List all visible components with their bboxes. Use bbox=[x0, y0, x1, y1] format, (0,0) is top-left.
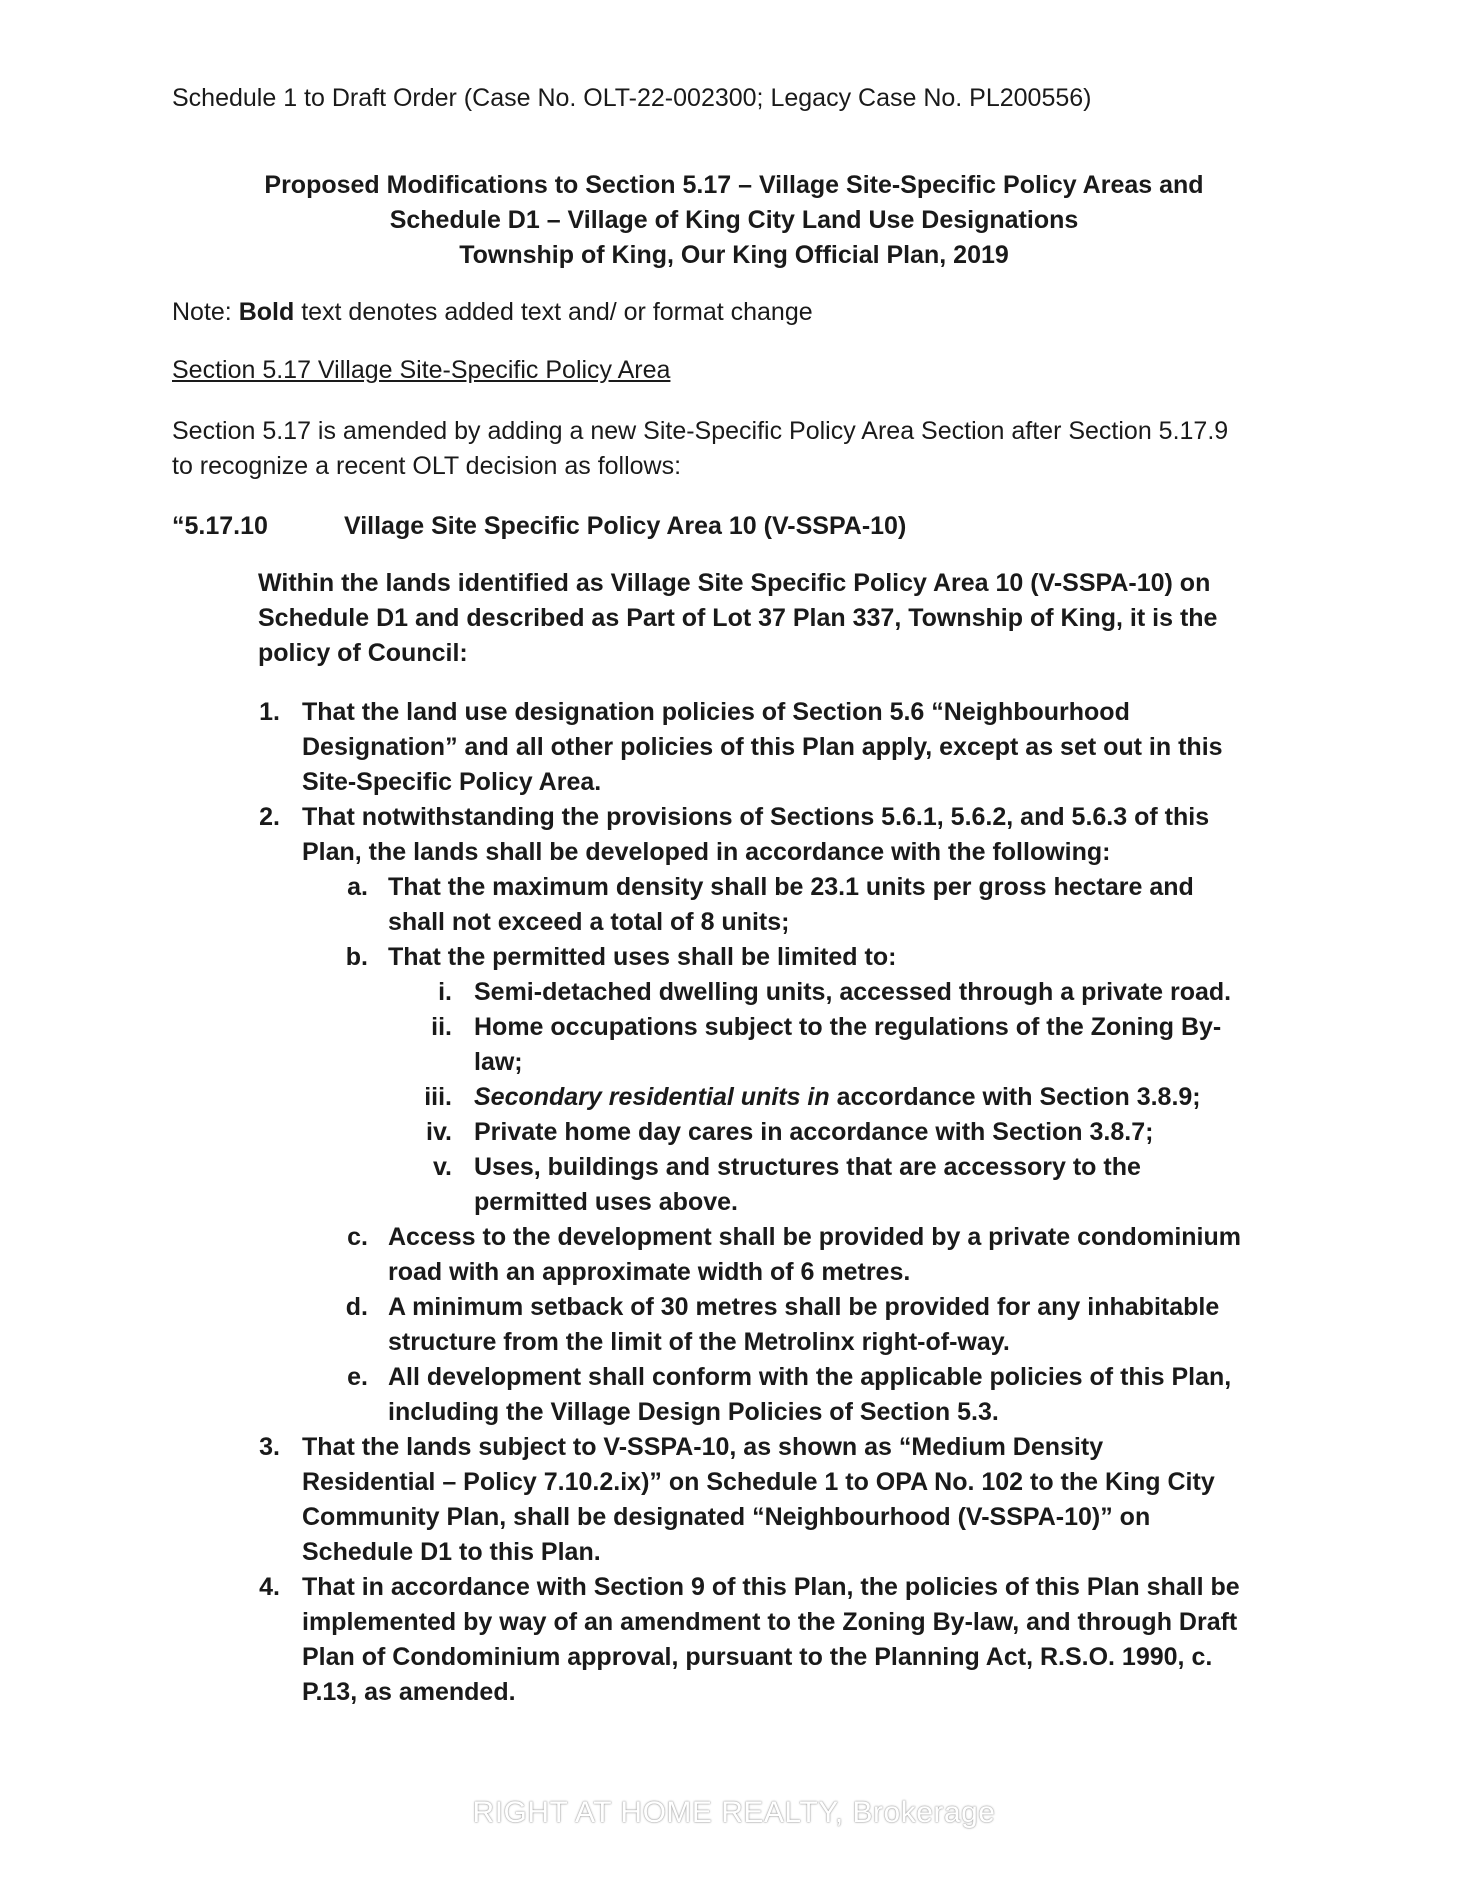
list-marker: e. bbox=[347, 1363, 368, 1391]
list-marker: 3. bbox=[259, 1433, 280, 1461]
title-line-3: Township of King, Our King Official Plan, 2019 bbox=[459, 241, 1009, 269]
note-rest: text denotes added text and/ or format change bbox=[294, 298, 813, 326]
item-line: That notwithstanding the provisions of Sections 5.6.1, 5.6.2, and 5.6.3 of this bbox=[302, 803, 1210, 831]
note-prefix: Note: bbox=[172, 298, 239, 326]
list-marker: c. bbox=[347, 1223, 368, 1251]
item-line: permitted uses above. bbox=[474, 1188, 738, 1216]
item-line: Site-Specific Policy Area. bbox=[302, 768, 602, 796]
item-line: structure from the limit of the Metrolinx right-of-way. bbox=[388, 1328, 1010, 1356]
para-line-2: to recognize a recent OLT decision as follows: bbox=[172, 452, 682, 480]
list-marker: iv. bbox=[426, 1118, 452, 1146]
item-line: including the Village Design Policies of Section 5.3. bbox=[388, 1398, 999, 1426]
item-line: implemented by way of an amendment to the Zoning By-law, and through Draft bbox=[302, 1608, 1238, 1636]
title-line-2: Schedule D1 – Village of King City Land Use Designations bbox=[389, 206, 1079, 234]
item-line: All development shall conform with the applicable policies of this Plan, bbox=[388, 1363, 1232, 1391]
item-line: shall not exceed a total of 8 units; bbox=[388, 908, 790, 936]
title-line-1: Proposed Modifications to Section 5.17 – Village Site-Specific Policy Areas and bbox=[264, 171, 1204, 199]
item-line: That the lands subject to V-SSPA-10, as shown as “Medium Density bbox=[302, 1433, 1104, 1461]
item-line: law; bbox=[474, 1048, 523, 1076]
item-line: road with an approximate width of 6 metres. bbox=[388, 1258, 911, 1286]
document-header: Schedule 1 to Draft Order (Case No. OLT-22-002300; Legacy Case No. PL200556) bbox=[172, 84, 1092, 112]
list-marker: v. bbox=[433, 1153, 452, 1181]
policy-title: Village Site Specific Policy Area 10 (V-SSPA-10) bbox=[344, 512, 907, 540]
item-line: That the permitted uses shall be limited to: bbox=[388, 943, 897, 971]
item-line: That the maximum density shall be 23.1 units per gross hectare and bbox=[388, 873, 1194, 901]
item-line: Plan of Condominium approval, pursuant to the Planning Act, R.S.O. 1990, c. bbox=[302, 1643, 1213, 1671]
item-line: Community Plan, shall be designated “Neighbourhood (V-SSPA-10)” on bbox=[302, 1503, 1151, 1531]
list-marker: b. bbox=[345, 943, 368, 971]
item-line: Private home day cares in accordance with Section 3.8.7; bbox=[474, 1118, 1154, 1146]
list-marker: 4. bbox=[259, 1573, 280, 1601]
intro-line: Schedule D1 and described as Part of Lot 37 Plan 337, Township of King, it is the bbox=[258, 604, 1218, 632]
list-marker: a. bbox=[347, 873, 368, 901]
item-line: Residential – Policy 7.10.2.ix)” on Schedule 1 to OPA No. 102 to the King City bbox=[302, 1468, 1215, 1496]
item-line: P.13, as amended. bbox=[302, 1678, 516, 1706]
intro-line: Within the lands identified as Village Site Specific Policy Area 10 (V-SSPA-10) on bbox=[258, 569, 1211, 597]
intro-line: policy of Council: bbox=[258, 639, 468, 667]
section-heading: Section 5.17 Village Site-Specific Policy Area bbox=[172, 356, 671, 384]
item-line: That in accordance with Section 9 of this Plan, the policies of this Plan shall be bbox=[302, 1573, 1240, 1601]
list-marker: 2. bbox=[259, 803, 280, 831]
watermark-text: RIGHT AT HOME REALTY, Brokerage bbox=[472, 1796, 996, 1829]
item-rest: accordance with Section 3.8.9; bbox=[829, 1083, 1201, 1111]
note-bold-word: Bold bbox=[238, 298, 295, 326]
para-line-1: Section 5.17 is amended by adding a new Site-Specific Policy Area Section after Section 5.17.9 bbox=[172, 417, 1229, 445]
item-line: Uses, buildings and structures that are accessory to the bbox=[474, 1153, 1141, 1181]
item-italic: Secondary residential units in bbox=[474, 1083, 830, 1111]
list-marker: 1. bbox=[259, 698, 280, 726]
item-line: Schedule D1 to this Plan. bbox=[302, 1538, 601, 1566]
list-marker: ii. bbox=[431, 1013, 452, 1041]
item-line: Semi-detached dwelling units, accessed through a private road. bbox=[474, 978, 1232, 1006]
item-line: That the land use designation policies of Section 5.6 “Neighbourhood bbox=[302, 698, 1130, 726]
list-marker: d. bbox=[345, 1293, 368, 1321]
policy-number: “5.17.10 bbox=[172, 512, 268, 540]
item-line: Home occupations subject to the regulations of the Zoning By- bbox=[474, 1013, 1222, 1041]
list-marker: i. bbox=[438, 978, 452, 1006]
brokerage-watermark bbox=[0, 1796, 1468, 1830]
item-line: Designation” and all other policies of this Plan apply, except as set out in this bbox=[302, 733, 1223, 761]
item-line: A minimum setback of 30 metres shall be provided for any inhabitable bbox=[388, 1293, 1220, 1321]
item-line: Access to the development shall be provided by a private condominium bbox=[388, 1223, 1241, 1251]
list-marker: iii. bbox=[424, 1083, 452, 1111]
item-line: Plan, the lands shall be developed in accordance with the following: bbox=[302, 838, 1111, 866]
